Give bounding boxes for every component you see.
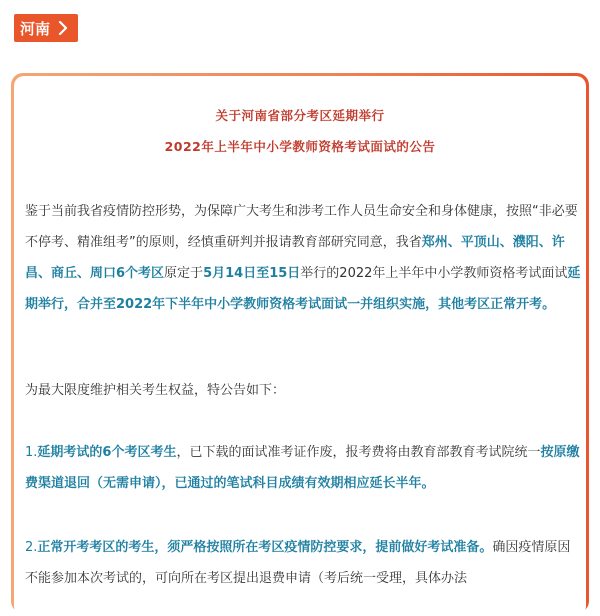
notice-item-1	[25, 437, 581, 499]
item-2-number: 2.	[25, 540, 38, 555]
intro-text-c: 原定于	[164, 266, 204, 281]
chevron-right-icon	[56, 21, 70, 35]
notice-title-line1: 关于河南省部分考区延期举行	[215, 108, 385, 123]
notice-title-line2: 2022年上半年中小学教师资格考试面试的公告	[164, 139, 436, 154]
item-1-number: 1.	[25, 445, 38, 460]
item-2-highlight-a: 正常开考考区的考生，须严格按照所在考区疫情防控要求，提前做好考试准备。	[37, 540, 493, 555]
intro-regions-highlight: 郑州、平顶山、濮阳、许昌、商丘、周口6个考区	[25, 235, 565, 281]
notice-item-2	[25, 532, 581, 594]
item-1-highlight-c: 按原缴费渠道退回（无需申请），已通过的笔试科目成绩有效期相应延长半年。	[25, 445, 580, 491]
item-1-text-b: ，已下载的面试准考证作废，报考费将由教育部教育考试院统一	[176, 445, 541, 460]
item-2-text-b: 确因疫情原因不能参加本次考试的，可向所在考区提出退费申请（考后统一受理，具体办法	[25, 540, 571, 586]
item-1-highlight-a: 延期考试的6个考区考生	[37, 445, 177, 460]
intro-dates-highlight: 5月14日至15日	[203, 266, 301, 281]
intro-text-a: 鉴于当前我省疫情防控形势，为保障广大考生和涉考工作人员生命安全和身体健康，按照“非必要不停考、精准组考”的原则，经慎重研判并报请教育部研究同意，我省	[25, 204, 578, 250]
notice-paragraph-intro	[25, 196, 581, 320]
notice-paragraph-lead: 为最大限度维护相关考生权益，特公告如下：	[25, 383, 286, 398]
intro-decision-highlight: 延期举行，合并至2022年下半年中小学教师资格考试面试一并组织实施，其他考区正常开考。	[25, 266, 581, 312]
intro-text-e: 举行的2022年上半年中小学教师资格考试面试	[300, 266, 568, 281]
region-tag-label: 河南	[20, 19, 51, 38]
region-tag-henan[interactable]	[14, 14, 78, 42]
